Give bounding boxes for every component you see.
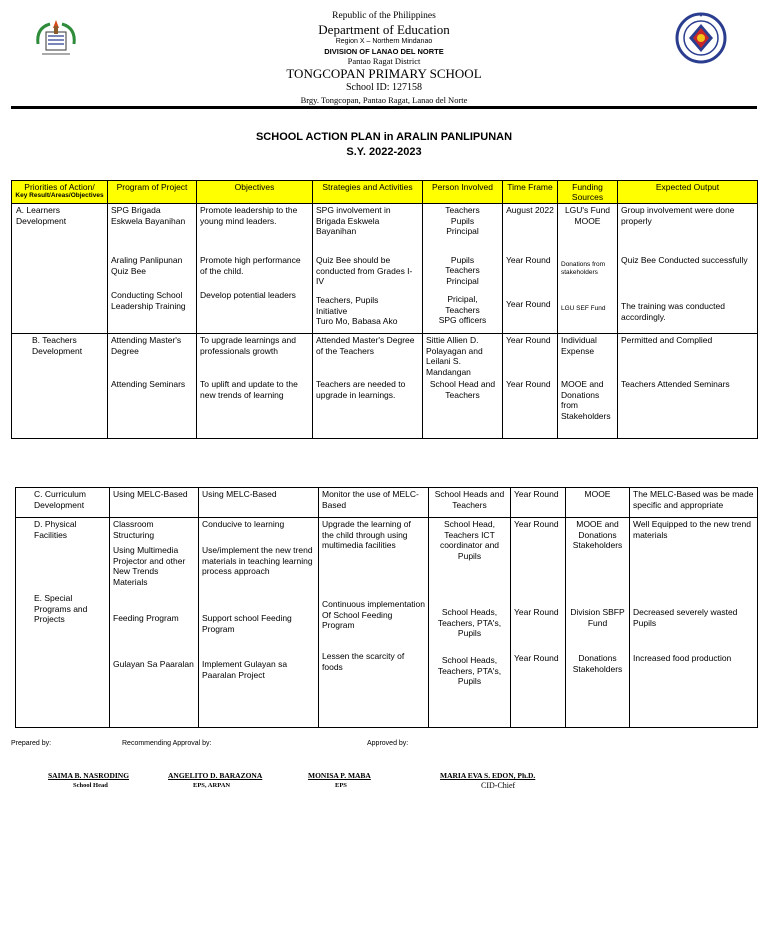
- output-cell: [618, 204, 758, 334]
- objective-c: Using MELC-Based: [199, 488, 319, 518]
- objective-cell: [197, 334, 313, 439]
- funding-a2: Donations from stakeholders: [561, 261, 606, 276]
- strategy-e2: Lessen the scarcity of foods: [322, 651, 405, 672]
- person-cell: [429, 518, 511, 728]
- funding-e2: Donations Stakeholders: [572, 653, 623, 674]
- strategy-cell: [313, 204, 423, 334]
- priority-facilities: D. Physical Facilities: [34, 519, 77, 540]
- objective-cell: [199, 518, 319, 728]
- funding-c: MOOE: [566, 488, 630, 518]
- approved-by-label: Approved by:: [367, 740, 409, 747]
- priority-learners-label: A. Learners Development: [16, 205, 67, 226]
- school-year: S.Y. 2022-2023: [346, 146, 422, 158]
- program-a1: SPG Brigada Eskwela Bayanihan: [111, 205, 186, 226]
- signatory-4-role: CID-Chief: [481, 781, 516, 790]
- program-cell: [110, 518, 199, 728]
- objective-e1: Support school Feeding Program: [202, 613, 292, 634]
- action-plan-table-2: [15, 487, 758, 728]
- priority-special-programs: E. Special Programs and Projects: [34, 593, 88, 624]
- table-row-facilities-programs: [16, 518, 758, 728]
- time-d: Year Round: [514, 519, 559, 529]
- objective-e2: Implement Gulayan sa Paaralan Project: [202, 659, 288, 680]
- plan-title: SCHOOL ACTION PLAN in ARALIN PANLIPUNAN: [255, 131, 513, 143]
- strategy-e1: Continuous implementation Of School Feeding Program: [322, 599, 426, 630]
- program-cell: [108, 204, 197, 334]
- time-e1: Year Round: [514, 607, 559, 617]
- priority-curriculum: C. Curriculum Development: [16, 488, 110, 518]
- school-id: School ID: 127158: [345, 82, 423, 93]
- program-b1: Attending Master's Degree: [111, 335, 182, 356]
- output-c: The MELC-Based was be made specific and appropriate: [630, 488, 758, 518]
- person-e1: School Heads, Teachers, PTA's, Pupils: [437, 607, 502, 638]
- table-row-curriculum: [16, 488, 758, 518]
- program-a3: Conducting School Leadership Training: [111, 290, 186, 311]
- strategy-b2: Teachers are needed to upgrade in learnings.: [316, 379, 406, 400]
- school-address: Brgy. Tongcopan, Pantao Ragat, Lanao del Norte: [300, 95, 468, 105]
- person-e2: School Heads, Teachers, PTA's, Pupils: [437, 655, 502, 686]
- priority-cell: [16, 518, 110, 728]
- person-b1: Sittie Allien D. Polayagan and Leilani S. Mandangan: [426, 335, 483, 377]
- funding-cell: [558, 334, 618, 439]
- header-strategies: Strategies and Activities: [313, 181, 423, 204]
- time-cell: [503, 334, 558, 439]
- time-e2: Year Round: [514, 653, 559, 663]
- school-name: TONGCOPAN PRIMARY SCHOOL: [286, 66, 482, 81]
- funding-b1: Individual Expense: [561, 335, 597, 356]
- signatory-3-role: EPS: [335, 782, 347, 789]
- strategy-a3-line2: Initiative: [316, 305, 348, 316]
- person-a2-1: Pupils: [450, 254, 475, 265]
- priority-teachers-label: B. Teachers Development: [32, 335, 83, 356]
- header-time: Time Frame: [503, 181, 558, 204]
- department-name: Department of Education: [318, 22, 450, 37]
- header-priorities: [12, 181, 108, 204]
- output-d: Well Equipped to the new trend materials: [633, 519, 751, 540]
- person-a1-3: Principal: [446, 226, 479, 236]
- program-d2: Using Multimedia Projector and other New Trends Materials: [113, 545, 186, 587]
- time-a1: August 2022: [506, 205, 554, 215]
- output-e1: Decreased severely wasted Pupils: [633, 607, 738, 628]
- objective-a1: Promote leadership to the young mind leaders.: [200, 205, 298, 226]
- objective-d1: Conducive to learning: [202, 519, 285, 529]
- funding-e1: Division SBFP Fund: [570, 607, 625, 628]
- objective-a3: Develop potential leaders: [200, 290, 296, 300]
- strategy-d: Upgrade the learning of the child through using multimedia facilities: [322, 519, 411, 550]
- time-c: Year Round: [511, 488, 566, 518]
- signatory-4-name: MARIA EVA S. EDON, Ph.D.: [440, 771, 536, 780]
- region-line: Region X – Northern Mindanao: [335, 38, 433, 45]
- person-b2: School Head and Teachers: [429, 379, 496, 400]
- table-row-teachers: [12, 334, 758, 439]
- prepared-by-label: Prepared by:: [11, 740, 52, 747]
- header-divider: [11, 106, 757, 109]
- time-cell: [503, 204, 558, 334]
- strategy-b1: Attended Master's Degree of the Teachers: [316, 335, 415, 356]
- strategy-a3-line3: Turo Mo, Babasa Ako: [316, 316, 398, 326]
- header-funding: Funding Sources: [558, 181, 618, 204]
- republic-line: Republic of the Philippines: [332, 11, 436, 21]
- header-output: Expected Output: [618, 181, 758, 204]
- signatory-2-name: ANGELITO D. BARAZONA: [168, 771, 263, 780]
- objective-cell: [197, 204, 313, 334]
- signatory-1-role: School Head: [73, 782, 108, 789]
- output-e2: Increased food production: [633, 653, 732, 663]
- person-c: School Heads and Teachers: [429, 488, 511, 518]
- time-b2: Year Round: [506, 379, 551, 389]
- objective-b1: To upgrade learnings and professionals growth: [200, 335, 296, 356]
- program-b2: Attending Seminars: [111, 379, 186, 389]
- person-a1-2: Pupils: [450, 215, 475, 226]
- person-cell: [423, 204, 503, 334]
- person-a2-2: Teachers: [445, 265, 480, 275]
- signatory-2-role: EPS, ARPAN: [193, 782, 231, 789]
- action-plan-table-1: [11, 180, 758, 439]
- strategy-cell: [313, 334, 423, 439]
- table-header-row: [12, 181, 758, 204]
- output-a2: Quiz Bee Conducted successfully: [621, 255, 748, 265]
- program-cell: [108, 334, 197, 439]
- program-d1: Classroom Structuring: [113, 519, 155, 540]
- strategy-a1: SPG involvement in Brigada Eskwela Bayanihan: [316, 205, 391, 236]
- header-priorities-label: Priorities of Action/: [24, 182, 95, 192]
- signatory-3-name: MONISA P. MABA: [308, 771, 371, 780]
- output-a3: The training was conducted accordingly.: [621, 301, 725, 322]
- output-cell: [618, 334, 758, 439]
- program-a2: Araling Panlipunan Quiz Bee: [111, 255, 183, 276]
- program-e1: Feeding Program: [113, 613, 179, 623]
- signatory-1-name: SAIMA B. NASRODING: [48, 771, 130, 780]
- header-program: Program of Project: [108, 181, 197, 204]
- funding-a1: LGU's Fund MOOE: [564, 205, 611, 226]
- output-a1: Group involvement were done properly: [621, 205, 735, 226]
- table-row-learners: [12, 204, 758, 334]
- person-d: School Head, Teachers ICT coordinator and Pupils: [439, 519, 500, 561]
- funding-a3: LGU SEF Fund: [561, 305, 606, 312]
- funding-b2: MOOE and Donations from Stakeholders: [561, 379, 611, 421]
- time-a2: Year Round: [506, 255, 551, 265]
- header-objectives: Objectives: [197, 181, 313, 204]
- output-cell: [630, 518, 758, 728]
- objective-d2: Use/implement the new trend materials in teaching learning process approach: [202, 545, 313, 576]
- priority-learners: [12, 204, 108, 334]
- program-e2: Gulayan Sa Paaralan: [113, 659, 194, 669]
- objective-a2: Promote high performance of the child.: [200, 255, 301, 276]
- division-line: DIVISION OF LANAO DEL NORTE: [324, 47, 444, 56]
- time-a3: Year Round: [506, 299, 551, 309]
- output-b2: Teachers Attended Seminars: [621, 379, 730, 389]
- person-a1-1: Teachers: [445, 205, 480, 215]
- funding-d: MOOE and Donations Stakeholders: [572, 519, 623, 550]
- time-b1: Year Round: [506, 335, 551, 345]
- person-a3-1: Pricipal,: [447, 294, 478, 304]
- priority-teachers: [12, 334, 108, 439]
- time-cell: [511, 518, 566, 728]
- strategy-cell: [319, 518, 429, 728]
- program-c: Using MELC-Based: [110, 488, 199, 518]
- person-a3-3: SPG officers: [438, 315, 487, 325]
- recommending-label: Recommending Approval by:: [122, 740, 212, 747]
- strategy-a2: Quiz Bee should be conducted from Grades I-IV: [316, 255, 413, 286]
- strategy-c: Monitor the use of MELC-Based: [319, 488, 429, 518]
- header-person: Person Involved: [423, 181, 503, 204]
- funding-cell: [566, 518, 630, 728]
- person-cell: [423, 334, 503, 439]
- objective-b2: To uplift and update to the new trends of learning: [200, 379, 298, 400]
- header-priorities-sub: Key Result/Areas/Objectives: [15, 192, 104, 199]
- person-a2-3: Principal: [446, 275, 479, 286]
- strategy-a3-line1: Teachers, Pupils: [316, 295, 379, 305]
- district-line: Pantao Ragat District: [347, 56, 421, 66]
- funding-cell: [558, 204, 618, 334]
- person-a3-2: Teachers: [445, 304, 480, 315]
- output-b1: Permitted and Complied: [621, 335, 713, 345]
